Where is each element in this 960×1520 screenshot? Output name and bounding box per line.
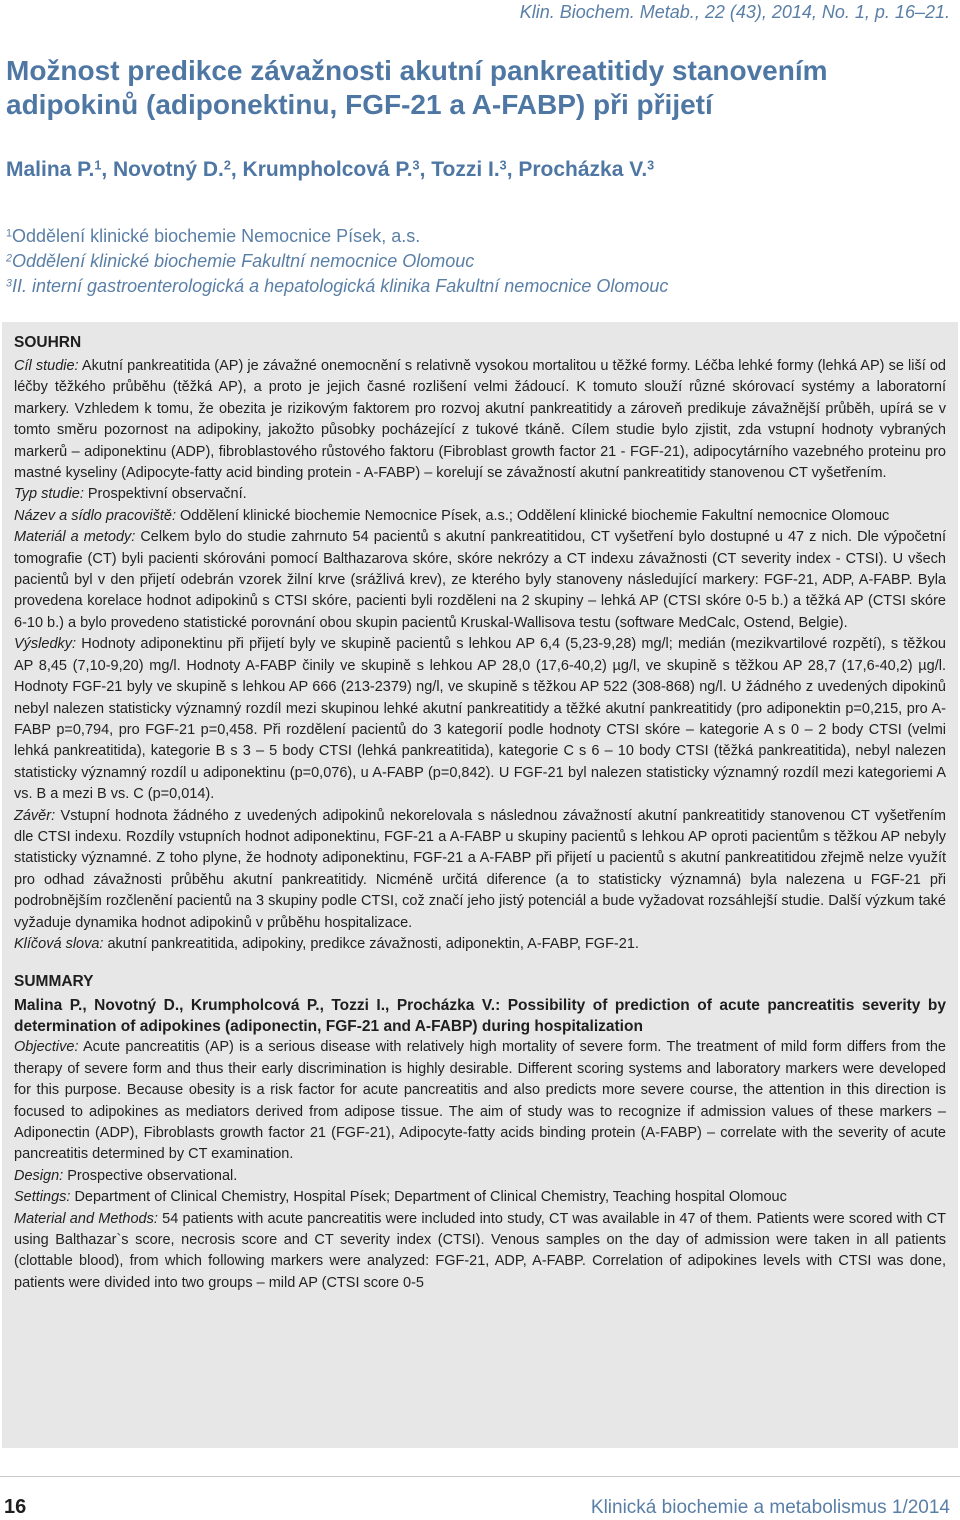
affiliation-marker: 2 xyxy=(6,252,13,265)
paragraph-label: Výsledky: xyxy=(14,636,77,653)
paragraph-label: Settings: xyxy=(14,1189,71,1206)
paragraph-text: Oddělení klinické biochemie Nemocnice Písek, a.s.; Oddělení klinické biochemie Fakultní nemocnice Olomouc xyxy=(176,507,890,524)
abstract-paragraph xyxy=(14,1209,946,1295)
author-name: Tozzi I. xyxy=(431,158,500,181)
paragraph-label: Cíl studie: xyxy=(14,358,79,374)
author-affiliation-marker: 3 xyxy=(647,158,655,173)
paragraph-label: Typ studie: xyxy=(14,486,84,503)
author-affiliation-marker: 2 xyxy=(223,158,231,173)
affiliation-text: Oddělení klinické biochemie Fakultní nemocnice Olomouc xyxy=(12,251,475,271)
author-name: Krumpholcová P. xyxy=(242,158,413,181)
author-separator: , xyxy=(230,158,243,181)
author-name: Malina P. xyxy=(6,158,95,181)
affiliation-text: II. interní gastroenterologická a hepatologická klinika Fakultní nemocnice Olomouc xyxy=(12,276,669,296)
paragraph-text: 54 patients with acute pancreatitis were included into study, CT was available in 47 of them. Patients were scored with CT using Balthazar`s score, necrosis score and CT severity index (CTSI). Venous samples on the day of admission were taken in all patients (clottable blood), from which following markers were analyzed: FGF-21, ADP, A-FABP. Correlation of adipokines levels with CTSI was done, patients were divided into two groups – mild AP (CTSI score 0-5 xyxy=(14,1210,946,1291)
affiliation-text: Oddělení klinické biochemie Nemocnice Písek, a.s. xyxy=(12,226,421,246)
abstract-paragraph xyxy=(14,356,946,484)
affiliation-marker: 1 xyxy=(6,227,13,240)
summary-body xyxy=(14,1037,946,1294)
affiliation-marker: 3 xyxy=(6,277,13,290)
summary-title: Malina P., Novotný D., Krumpholcová P., Tozzi I., Procházka V.: Possibility of prediction of acute pancreatitis severity by determination of adipokines (adiponectin, FGF-21 and A-FABP) during hospitalization xyxy=(14,997,946,1036)
paragraph-text: Acute pancreatitis (AP) is a serious disease with relatively high mortality of severe form. The treatment of mild form differs from the therapy of severe form and thus their early discrimination is highly desirable. Different scoring systems and laboratory markers were developed for this purpose. Because obesity is a risk factor for acute pancreatitis and also predicts more severe course, the attention in this direction is focused to adipokines as mediators derived from adipose tissue. The aim of study was to recognize if admission values of these markers – Adiponectin (ADP), Fibroblasts growth factor 21 (FGF-21), Adipocyte-fatty acids binding protein (A-FABP) – correlate with the severity of acute pancreatitis determined by CT examination. xyxy=(14,1039,946,1163)
paragraph-label: Material and Methods: xyxy=(14,1210,158,1227)
paragraph-label: Materiál a metody: xyxy=(14,529,136,546)
author-name: Procházka V. xyxy=(518,158,648,181)
affiliation-line xyxy=(6,249,946,274)
author-affiliation-marker: 1 xyxy=(94,158,102,173)
abstract-paragraph xyxy=(14,527,946,634)
author-affiliation-marker: 3 xyxy=(499,158,507,173)
article-title: Možnost predikce závažnosti akutní pankreatitidy stanovením adipokinů (adiponektinu, FGF-21 a A-FABP) při přijetí xyxy=(6,55,828,120)
abstract-paragraph xyxy=(14,1166,946,1187)
author-list xyxy=(6,158,946,182)
author-separator: , xyxy=(101,158,114,181)
footer-divider xyxy=(0,1476,960,1477)
paragraph-label: Název a sídlo pracoviště: xyxy=(14,507,176,524)
paragraph-text: Prospective observational. xyxy=(63,1167,238,1184)
summary-heading: SUMMARY xyxy=(14,973,94,991)
paragraph-label: Závěr: xyxy=(14,807,56,824)
journal-reference: Klin. Biochem. Metab., 22 (43), 2014, No. 1, p. 16–21. xyxy=(519,2,950,22)
paragraph-text: Hodnoty adiponektinu při přijetí byly ve skupině pacientů s lehkou AP 6,4 (5,23-9,28) mg/l; medián (mezikvartilové rozpětí), s těžkou AP 8,45 (7,10-9,20) mg/l. Hodnoty A-FABP činily ve skupině s lehkou AP 28,0 (17,6-40,2) µg/l, ve skupině s těžkou AP 28,7 (17,6-40,2) µg/l. Hodnoty FGF-21 byly ve skupině s lehkou AP 666 (213-2379) ng/l, ve skupině s těžkou AP 522 (308-868) ng/l. U žádného z uvedených dipokinů nebyl nalezen statisticky významný rozdíl mezi skupinou lehké akutní pankreatitidy a těžké akutní pankreatitidy (pro adiponektin p=0,215, pro A-FABP p=0,794, pro FGF-21 p=0,458. Při rozdělení pacientů do 3 kategorií podle hodnoty CTSI skóre – kategorie A s 0 – 2 body CTSI (velmi lehká pankreatitida), kategorie B s 3 – 5 body CTSI (lehká pankreatitida), kategorie C s 6 – 10 body CTSI (těžká pankreatitida), nebyl nalezen statisticky významný rozdíl u adiponektinu (p=0,076), u A-FABP (p=0,842). U FGF-21 byl nalezen statisticky významný rozdíl mezi kategoriemi A vs. B a mezi B vs. C (p=0,014). xyxy=(14,636,946,803)
abstract-paragraph xyxy=(14,506,946,527)
paragraph-text: Vstupní hodnota žádného z uvedených adipokinů nekorelovala s následnou závažností akutní pankreatitidy stanovenou CT vyšetřením dle CTSI indexu. Rozdíly vstupních hodnot adiponektinu, FGF-21 a A-FABP u skupiny pacientů s lehkou AP oproti pacientům s těžkou AP nebyly statisticky významné. Z toho plyne, že hodnoty adiponektinu, FGF-21 a A-FABP při přijetí u pacientů s akutní pankreatitidou zřejmě nelze využít pro odhad závažnosti průběhu akutní pankreatitidy. Nicméně určitá diference (a to statisticky významná) byla nalezena u FGF-21 při podrobnějším rozčlenění pacientů na 3 skupiny podle CTSI, což značí jeho jistý potenciál a bude vyžadovat rozsáhlejší studie. Další výzkum také vyžaduje dynamika hodnot adipokinů v průběhu hospitalizace. xyxy=(14,807,946,931)
paragraph-label: Klíčová slova: xyxy=(14,935,104,952)
paragraph-text: Prospektivní observační. xyxy=(83,486,247,503)
affiliation-line xyxy=(6,224,946,249)
abstract-paragraph xyxy=(14,934,946,955)
affiliation-list xyxy=(6,224,946,299)
abstract-paragraph xyxy=(14,806,946,934)
author-separator: , xyxy=(419,158,432,181)
souhrn-body xyxy=(14,356,946,955)
abstract-box xyxy=(2,322,958,1448)
abstract-paragraph xyxy=(14,1037,946,1165)
paragraph-text: Celkem bylo do studie zahrnuto 54 pacientů s akutní pankreatitidou, CT vyšetření bylo dostupné u 47 z nich. Dle výpočetní tomografie (CT) byli pacienti skórováni pomocí Balthazarova skóre, skóre nekrózy a CT indexu závažnosti (CT severity index - CTSI). U všech pacientů byl v den přijetí odebrán vzorek žilní krve (srážlivá krev), ze kterého byly stanoveny následující markery: FGF-21, ADP, A-FABP. Byla provedena korelace hodnot adipokinů s CTSI skóre, pacienti byli rozděleni na 2 skupiny – lehká AP (CTSI skóre 0-5 b.) a těžká AP (CTSI skóre 6-10 b.) a bylo provedeno statistické porovnání obou skupin pacientů Kruskal-Wallisova testu (software MedCalc, Ostend, Belgie). xyxy=(14,529,946,631)
abstract-paragraph xyxy=(14,634,946,805)
paragraph-text: Akutní pankreatitida (AP) je závažné onemocnění s relativně vysokou mortalitou u těžké formy. Léčba lehké formy (lehká AP) se liší od léčby těžkého průběhu (těžká AP), a proto je jejich časné rozlišení velmi žádoucí. K tomuto slouží různé skórovací systémy a laboratorní markery. Vzhledem k tomu, že obezita je rizikovým faktorem pro rozvoj akutní pankreatitidy a zároveň predikuje závažnější průběh, upírá se v tomto směru pozornost na adipokiny, jakožto působky pocházející z tukové tkáně. Cílem studie bylo zjistit, zda vstupní hodnoty vybraných markerů – adiponektinu (ADP), fibroblastového růstového faktoru (Fibroblast growth factor 21 - FGF-21), adipocytárního vazebného proteinu pro mastné kyseliny (Adipocyte-fatty acid binding protein - A-FABP) – korelují se závažností akutní pankreatitidy stanovenou CT vyšetřením. xyxy=(14,358,946,482)
paragraph-label: Objective: xyxy=(14,1039,79,1056)
paragraph-label: Design: xyxy=(14,1167,64,1184)
paragraph-text: Department of Clinical Chemistry, Hospital Písek; Department of Clinical Chemistry, Teaching hospital Olomouc xyxy=(70,1189,787,1206)
affiliation-line xyxy=(6,274,946,299)
footer-journal-name: Klinická biochemie a metabolismus 1/2014 xyxy=(590,1497,950,1518)
author-affiliation-marker: 3 xyxy=(412,158,420,173)
paragraph-text: akutní pankreatitida, adipokiny, predikce závažnosti, adiponektin, A-FABP, FGF-21. xyxy=(103,935,639,952)
author-separator: , xyxy=(506,158,519,181)
author-name: Novotný D. xyxy=(113,158,224,181)
souhrn-heading: SOUHRN xyxy=(14,334,82,351)
abstract-paragraph xyxy=(14,1187,946,1208)
abstract-paragraph xyxy=(14,484,946,505)
page-number: 16 xyxy=(4,1496,27,1518)
